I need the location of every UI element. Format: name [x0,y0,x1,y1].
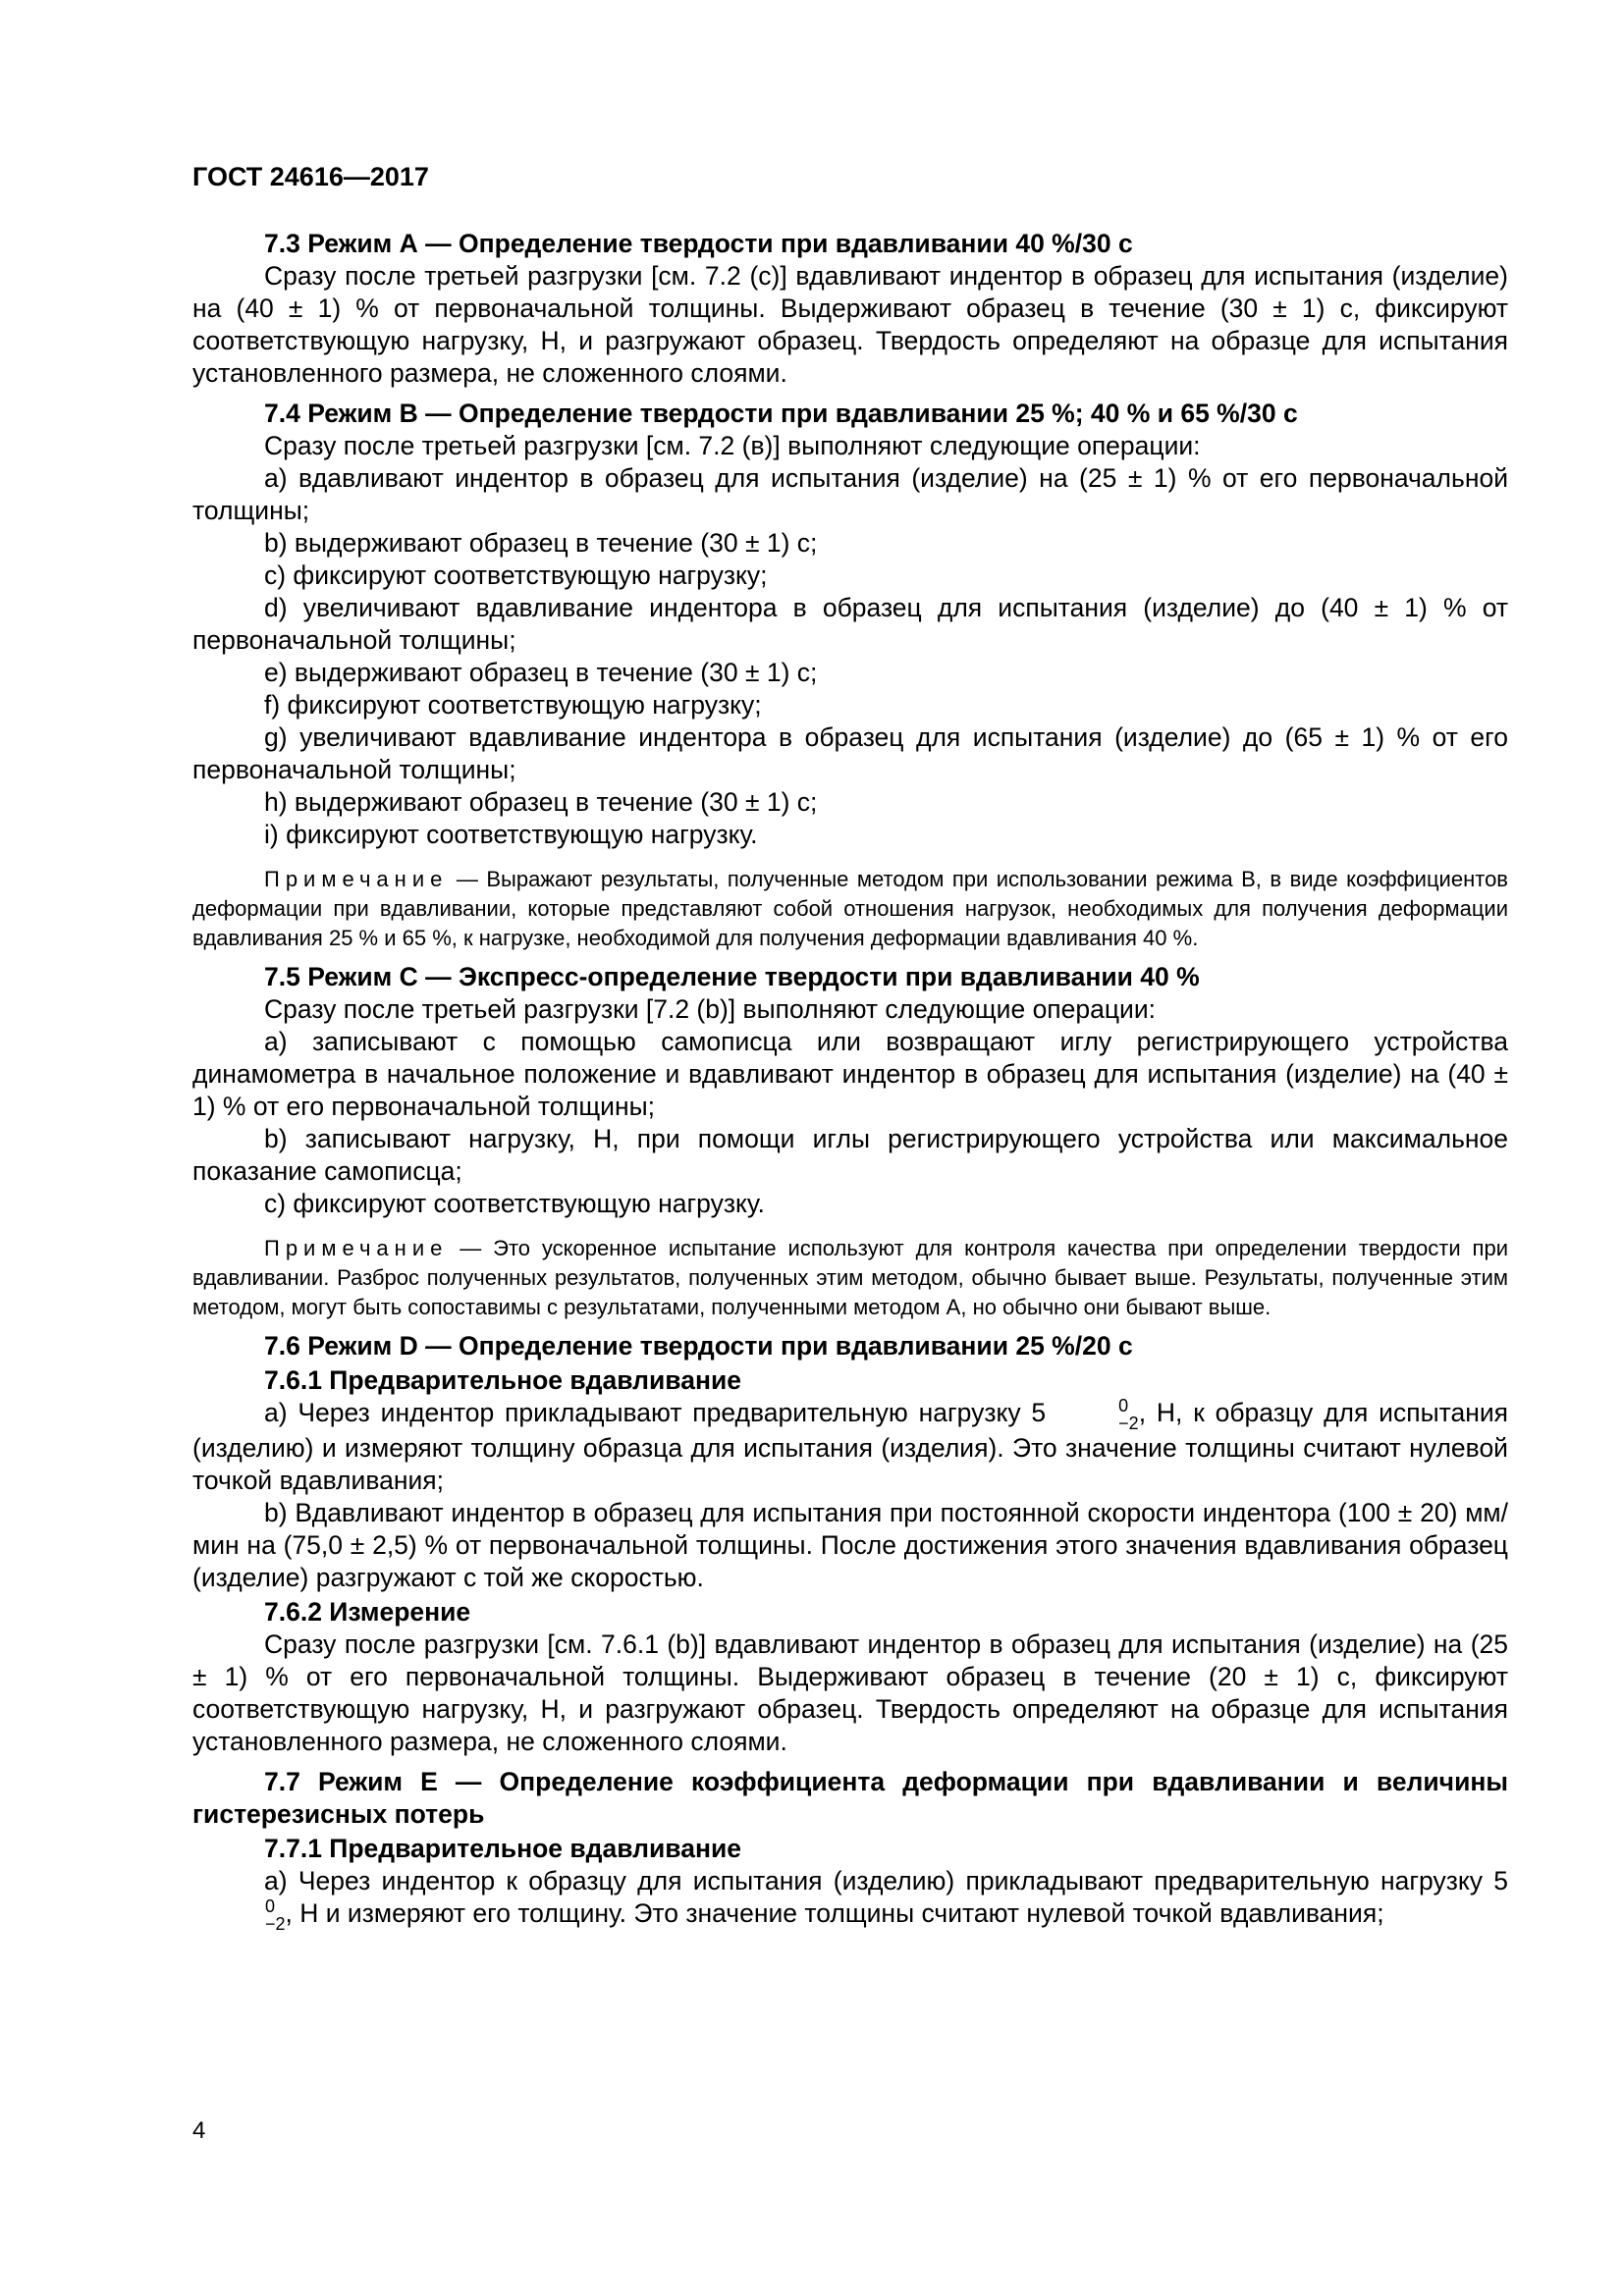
document-body [192,228,1508,1933]
list-item: b) Вдавливают индентор в образец для испытания при постоянной скорости индентора (100 ± 20) мм/мин на (75,0 ± 2,5) % от первоначальной толщины. После достижения этого значения вдавливания образец (изделие) разгружают с той же скоростью. [192,1498,1508,1592]
section-7-5-intro: Сразу после третьей разгрузки [7.2 (b)] выполняют следующие операции: [264,994,1157,1024]
document-header: ГОСТ 24616—2017 [192,162,429,191]
list-item: c) фиксируют соответствующую нагрузку; [264,561,768,590]
section-7-4-intro: Сразу после третьей разгрузки [см. 7.2 (в)] выполняют следующие операции: [264,431,1201,460]
note-text: — Выражают результаты, полученные методом при использовании режима В, в виде коэффициентов деформации при вдавливании, которые представляют собой отношения нагрузок, необходимых для получения деформации вдавливания 25 % и 65 %, к нагрузке, необходимой для получения деформации вдавливания 40 %. [192,867,1508,950]
list-item: b) записывают нагрузку, Н, при помощи иглы регистрирующего устройства или максимальное показание самописца; [192,1124,1508,1186]
list-item: d) увеличивают вдавливание индентора в образец для испытания (изделие) до (40 ± 1) % от первоначальной толщины; [192,593,1508,655]
section-7-5-title: 7.5 Режим С — Экспресс-определение твердости при вдавливании 40 % [264,962,1200,991]
list-item: c) фиксируют соответствующую нагрузку. [264,1189,765,1218]
tolerance: 0 −2 [265,1896,286,1934]
section-7-6-1-title: 7.6.1 Предварительное вдавливание [264,1365,742,1395]
section-7-6-title: 7.6 Режим D — Определение твердости при вдавливании 25 %/20 с [264,1331,1133,1361]
note-label: Примечание [264,1236,449,1260]
section-7-6-2-title: 7.6.2 Измерение [264,1597,471,1627]
list-item: f) фиксируют соответствующую нагрузку; [264,690,762,720]
section-7-3-title: 7.3 Режим А — Определение твердости при вдавливании 40 %/30 с [264,229,1133,258]
list-item: b) выдерживают образец в течение (30 ± 1) с; [264,528,818,558]
note-7-5 [192,1234,1508,1322]
list-item: a) записывают с помощью самописца или возвращают иглу регистрирующего устройства динамометра в начальное положение и вдавливают индентор в образец для испытания (изделие) на (40 ± 1) % от его первоначальной толщины; [192,1027,1508,1121]
section-7-6-2-text: Сразу после разгрузки [см. 7.6.1 (b)] вдавливают индентор в образец для испытания (изделие) на (25 ± 1) % от его первоначальной толщины. Выдерживают образец в течение (20 ± 1) с, фиксируют соответствующую нагрузку, Н, и разгружают образец. Твердость определяют на образце для испытания установленного размера, не сложенного слоями. [192,1629,1508,1756]
section-7-3-text: Сразу после третьей разгрузки [см. 7.2 (с)] вдавливают индентор в образец для испытания (изделие) на (40 ± 1) % от первоначальной толщины. Выдерживают образец в течение (30 ± 1) с, фиксируют соответствующую нагрузку, Н, и разгружают образец. Твердость определяют на образце для испытания установленного размера, не сложенного слоями. [192,261,1508,388]
list-item: h) выдерживают образец в течение (30 ± 1) с; [264,787,818,817]
note-label: Примечание [264,867,449,891]
list-item: a) вдавливают индентор в образец для испытания (изделие) на (25 ± 1) % от его первоначальной толщины; [192,463,1508,525]
list-item: a) Через индентор к образцу для испытания (изделию) прикладывают предварительную нагрузку 5 0 −2 , Н и измеряют его толщину. Это значение толщины считают нулевой точкой вдавливания; [192,1865,1508,1933]
list-item: e) выдерживают образец в течение (30 ± 1) с; [264,658,818,687]
section-7-4-title: 7.4 Режим В — Определение твердости при вдавливании 25 %; 40 % и 65 %/30 с [264,399,1298,428]
section-7-7-1-title: 7.7.1 Предварительное вдавливание [264,1834,742,1863]
note-7-4 [192,865,1508,953]
page-number: 4 [192,2117,206,2144]
tolerance: 0 −2 [1118,1396,1139,1433]
note-text: — Это ускоренное испытание используют для контроля качества при определении твердости при вдавливании. Разброс полученных результатов, полученных этим методом, обычно бывает выше. Результаты, полученные этим методом, могут быть сопоставимы с результатами, полученными методом А, но обычно они бывают выше. [192,1236,1508,1319]
section-7-7-title: 7.7 Режим Е — Определение коэффициента деформации при вдавливании и величины гистерезисных потерь [192,1767,1508,1829]
list-item: i) фиксируют соответствующую нагрузку. [264,820,758,849]
list-item: g) увеличивают вдавливание индентора в образец для испытания (изделие) до (65 ± 1) % от его первоначальной толщины; [192,722,1508,784]
list-item: a) Через индентор прикладывают предварительную нагрузку 5 0 −2 , Н, к образцу для испытания (изделию) и измеряют толщину образца для испытания (изделия). Это значение толщины считают нулевой точкой вдавливания; [192,1396,1508,1495]
